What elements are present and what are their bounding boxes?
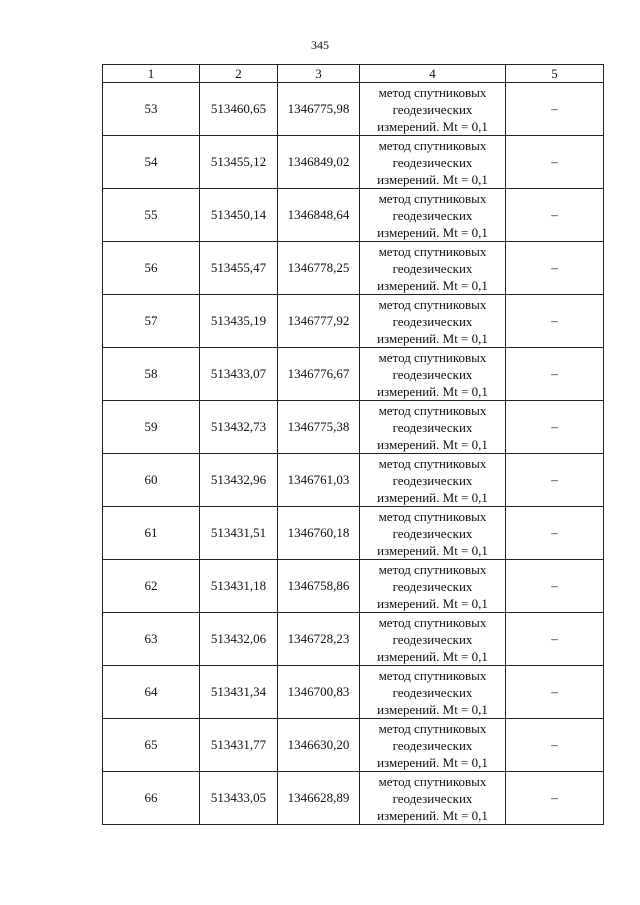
cell-x-coordinate: 513432,73 (200, 401, 278, 454)
cell-y-coordinate: 1346776,67 (278, 348, 360, 401)
cell-note: – (506, 719, 604, 772)
cell-x-coordinate: 513432,06 (200, 613, 278, 666)
cell-note: – (506, 83, 604, 136)
cell-x-coordinate: 513431,51 (200, 507, 278, 560)
cell-y-coordinate: 1346728,23 (278, 613, 360, 666)
table-row (103, 83, 604, 136)
cell-y-coordinate: 1346775,98 (278, 83, 360, 136)
cell-y-coordinate: 1346700,83 (278, 666, 360, 719)
cell-note: – (506, 507, 604, 560)
coordinates-table (102, 64, 604, 825)
cell-point-number: 58 (103, 348, 200, 401)
cell-y-coordinate: 1346848,64 (278, 189, 360, 242)
header-col-2: 2 (200, 65, 278, 83)
table-row (103, 401, 604, 454)
cell-note: – (506, 560, 604, 613)
cell-point-number: 53 (103, 83, 200, 136)
table-body (103, 83, 604, 825)
cell-note: – (506, 189, 604, 242)
cell-method: метод спутниковых геодезических измерений. Mt = 0,1 (360, 454, 506, 507)
cell-y-coordinate: 1346760,18 (278, 507, 360, 560)
header-row (103, 65, 604, 83)
table-row (103, 666, 604, 719)
cell-x-coordinate: 513455,47 (200, 242, 278, 295)
cell-point-number: 66 (103, 772, 200, 825)
cell-x-coordinate: 513435,19 (200, 295, 278, 348)
cell-point-number: 63 (103, 613, 200, 666)
cell-point-number: 54 (103, 136, 200, 189)
cell-method: метод спутниковых геодезических измерений. Mt = 0,1 (360, 136, 506, 189)
cell-note: – (506, 401, 604, 454)
cell-point-number: 57 (103, 295, 200, 348)
cell-method: метод спутниковых геодезических измерений. Mt = 0,1 (360, 719, 506, 772)
cell-method: метод спутниковых геодезических измерений. Mt = 0,1 (360, 189, 506, 242)
cell-y-coordinate: 1346761,03 (278, 454, 360, 507)
cell-x-coordinate: 513433,05 (200, 772, 278, 825)
cell-x-coordinate: 513450,14 (200, 189, 278, 242)
cell-point-number: 56 (103, 242, 200, 295)
cell-note: – (506, 295, 604, 348)
cell-y-coordinate: 1346758,86 (278, 560, 360, 613)
table-row (103, 454, 604, 507)
cell-y-coordinate: 1346777,92 (278, 295, 360, 348)
table-row (103, 719, 604, 772)
table-header (103, 65, 604, 83)
cell-method: метод спутниковых геодезических измерений. Mt = 0,1 (360, 83, 506, 136)
cell-method: метод спутниковых геодезических измерений. Mt = 0,1 (360, 507, 506, 560)
cell-note: – (506, 348, 604, 401)
cell-x-coordinate: 513455,12 (200, 136, 278, 189)
cell-note: – (506, 613, 604, 666)
cell-x-coordinate: 513432,96 (200, 454, 278, 507)
cell-y-coordinate: 1346775,38 (278, 401, 360, 454)
cell-x-coordinate: 513431,34 (200, 666, 278, 719)
table-row (103, 136, 604, 189)
cell-note: – (506, 772, 604, 825)
cell-point-number: 60 (103, 454, 200, 507)
cell-point-number: 61 (103, 507, 200, 560)
cell-method: метод спутниковых геодезических измерений. Mt = 0,1 (360, 613, 506, 666)
cell-method: метод спутниковых геодезических измерений. Mt = 0,1 (360, 348, 506, 401)
cell-method: метод спутниковых геодезических измерений. Mt = 0,1 (360, 295, 506, 348)
table-row (103, 560, 604, 613)
cell-y-coordinate: 1346778,25 (278, 242, 360, 295)
table-row (103, 772, 604, 825)
table-row (103, 613, 604, 666)
cell-y-coordinate: 1346849,02 (278, 136, 360, 189)
cell-note: – (506, 136, 604, 189)
cell-method: метод спутниковых геодезических измерений. Mt = 0,1 (360, 772, 506, 825)
cell-x-coordinate: 513431,77 (200, 719, 278, 772)
cell-x-coordinate: 513431,18 (200, 560, 278, 613)
header-col-3: 3 (278, 65, 360, 83)
cell-method: метод спутниковых геодезических измерений. Mt = 0,1 (360, 560, 506, 613)
table-row (103, 507, 604, 560)
cell-point-number: 59 (103, 401, 200, 454)
cell-x-coordinate: 513460,65 (200, 83, 278, 136)
cell-note: – (506, 454, 604, 507)
cell-method: метод спутниковых геодезических измерений. Mt = 0,1 (360, 666, 506, 719)
header-col-4: 4 (360, 65, 506, 83)
cell-note: – (506, 666, 604, 719)
cell-y-coordinate: 1346628,89 (278, 772, 360, 825)
cell-x-coordinate: 513433,07 (200, 348, 278, 401)
cell-point-number: 64 (103, 666, 200, 719)
cell-point-number: 62 (103, 560, 200, 613)
table-row (103, 242, 604, 295)
cell-y-coordinate: 1346630,20 (278, 719, 360, 772)
table-row (103, 189, 604, 242)
cell-method: метод спутниковых геодезических измерений. Mt = 0,1 (360, 242, 506, 295)
cell-method: метод спутниковых геодезических измерений. Mt = 0,1 (360, 401, 506, 454)
header-col-1: 1 (103, 65, 200, 83)
table-row (103, 295, 604, 348)
page-number: 345 (311, 38, 329, 52)
table-row (103, 348, 604, 401)
cell-note: – (506, 242, 604, 295)
header-col-5: 5 (506, 65, 604, 83)
cell-point-number: 55 (103, 189, 200, 242)
cell-point-number: 65 (103, 719, 200, 772)
